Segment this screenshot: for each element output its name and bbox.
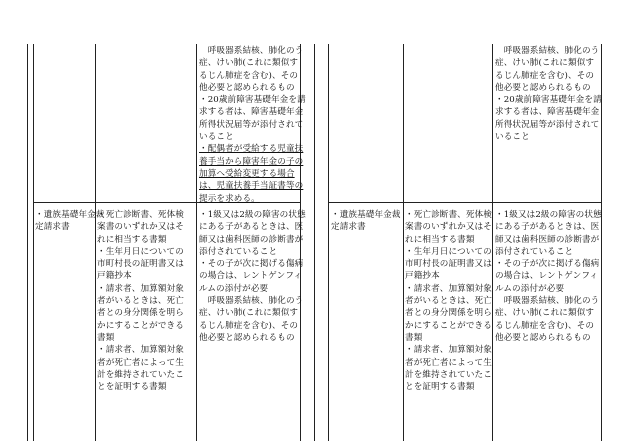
right-form-title: [331, 209, 401, 234]
text-line: 求する者は、障害基礎年金: [495, 107, 600, 118]
text-line: ・請求者、加算額対象: [97, 283, 184, 294]
text-line: 他必要と認められるもの: [199, 82, 295, 93]
text-line: 市町村長の証明書又は: [405, 259, 492, 270]
text-line: 者が死亡者によって生: [97, 357, 184, 368]
text-line: ・1級又は2級の障害の状態: [199, 210, 306, 220]
left-col-divider-2: [95, 44, 96, 441]
underlined-note-line: 養手当から障害年金の子の: [199, 156, 304, 167]
text-line: 者との身分関係を明ら: [97, 308, 184, 319]
underlined-note-line: 提示を求める。: [199, 193, 260, 204]
left-top-requirements: [199, 45, 306, 205]
text-line: 計を維持されていたこ: [405, 369, 492, 380]
text-line: 症、けい肺(これに類似す: [199, 58, 299, 69]
underlined-note-line: ・配偶者が受給する児童扶: [199, 144, 304, 155]
text-line: とを証明する書類: [97, 382, 167, 393]
right-attached-documents: [405, 209, 492, 393]
text-line: 所得状況届等が添付されて: [495, 119, 600, 130]
text-line: ルムの添付が必要: [199, 283, 269, 294]
text-line: 者との身分関係を明ら: [405, 308, 492, 319]
text-line: ・請求者、加算額対象: [97, 345, 184, 356]
text-line: 呼吸器系結核、肺化のう: [495, 46, 600, 56]
underlined-note-line: 加算へ受給変更する場合: [199, 168, 295, 179]
left-form-title: [35, 209, 105, 234]
text-line: るじん肺症を含む)、その: [495, 70, 595, 81]
text-line: にある子があるときは、医: [495, 222, 600, 233]
text-line: 戸籍抄本: [97, 271, 132, 282]
left-bottom-requirements: [199, 209, 306, 344]
text-line: とを証明する書類: [405, 382, 475, 393]
text-line: 所得状況届等が添付されて: [199, 119, 304, 130]
text-line: 書類: [405, 332, 423, 343]
text-line: 症、けい肺(これに類似す: [495, 308, 595, 319]
text-line: 者が死亡者によって生: [405, 357, 492, 368]
text-line: 添付されていること: [199, 246, 278, 257]
text-line: ・遺族基礎年金裁: [35, 210, 105, 220]
text-line: 計を維持されていたこ: [97, 369, 184, 380]
text-line: るじん肺症を含む)、その: [495, 320, 595, 331]
table-border-left: [27, 44, 28, 441]
text-line: ・遺族基礎年金裁: [331, 210, 401, 220]
text-line: 書類: [97, 332, 115, 343]
text-line: 症、けい肺(これに類似す: [495, 58, 595, 69]
left-attached-documents: [97, 209, 184, 393]
right-col-divider-1: [328, 44, 329, 441]
text-line: 他必要と認められるもの: [199, 332, 295, 343]
text-line: ・請求者、加算額対象: [405, 283, 492, 294]
text-line: ルムの添付が必要: [495, 283, 565, 294]
text-line: ・生年月日についての: [405, 246, 492, 257]
text-line: 案書のいずれか又はそ: [97, 222, 184, 233]
right-bottom-requirements: [495, 209, 602, 344]
text-line: 添付されていること: [495, 246, 574, 257]
text-line: 他必要と認められるもの: [495, 82, 591, 93]
text-line: ・請求者、加算額対象: [405, 345, 492, 356]
text-line: 呼吸器系結核、肺化のう: [199, 46, 304, 56]
text-line: ・その子が次に掲げる傷病: [495, 259, 600, 270]
text-line: 者がいるときは、死亡: [405, 296, 492, 307]
text-line: にある子があるときは、医: [199, 222, 304, 233]
text-line: ・1級又は2級の障害の状態: [495, 210, 602, 220]
text-line: るじん肺症を含む)、その: [199, 320, 299, 331]
text-line: 呼吸器系結核、肺化のう: [199, 296, 304, 307]
text-line: ・生年月日についての: [97, 246, 184, 257]
text-line: 定請求書: [35, 222, 70, 233]
text-line: るじん肺症を含む)、その: [199, 70, 299, 81]
table-center-divider: [314, 44, 315, 441]
text-line: れに相当する書類: [97, 234, 167, 245]
right-col-divider-3: [492, 44, 493, 441]
right-row-separator: [328, 202, 601, 203]
text-line: ・その子が次に掲げる傷病: [199, 259, 304, 270]
text-line: 師又は歯科医師の診断書が: [199, 234, 304, 245]
text-line: いること: [495, 132, 530, 143]
text-line: 呼吸器系結核、肺化のう: [495, 296, 600, 307]
text-line: 定請求書: [331, 222, 366, 233]
right-col-divider-2: [403, 44, 404, 441]
left-col-divider-1: [33, 44, 34, 441]
text-line: の場合は、レントゲンフィ: [199, 271, 303, 282]
text-line: 案書のいずれか又はそ: [405, 222, 492, 233]
text-line: ・死亡診断書、死体検: [97, 210, 184, 220]
left-col-divider-3: [196, 44, 197, 441]
text-line: 市町村長の証明書又は: [97, 259, 184, 270]
text-line: 他必要と認められるもの: [495, 332, 591, 343]
text-line: ・20歳前障害基礎年金を請: [199, 95, 306, 106]
text-line: 者がいるときは、死亡: [97, 296, 184, 307]
text-line: いること: [199, 132, 234, 143]
text-line: の場合は、レントゲンフィ: [495, 271, 599, 282]
text-line: ・20歳前障害基礎年金を請: [495, 95, 602, 106]
text-line: ・死亡診断書、死体検: [405, 210, 492, 220]
text-line: 症、けい肺(これに類似す: [199, 308, 299, 319]
right-top-requirements: [495, 45, 602, 143]
underlined-note-line: は、児童扶養手当証書等の: [199, 181, 304, 192]
text-line: かにすることができる: [405, 320, 492, 331]
text-line: 戸籍抄本: [405, 271, 440, 282]
text-line: かにすることができる: [97, 320, 184, 331]
text-line: れに相当する書類: [405, 234, 475, 245]
text-line: 求する者は、障害基礎年金: [199, 107, 304, 118]
text-line: 師又は歯科医師の診断書が: [495, 234, 600, 245]
